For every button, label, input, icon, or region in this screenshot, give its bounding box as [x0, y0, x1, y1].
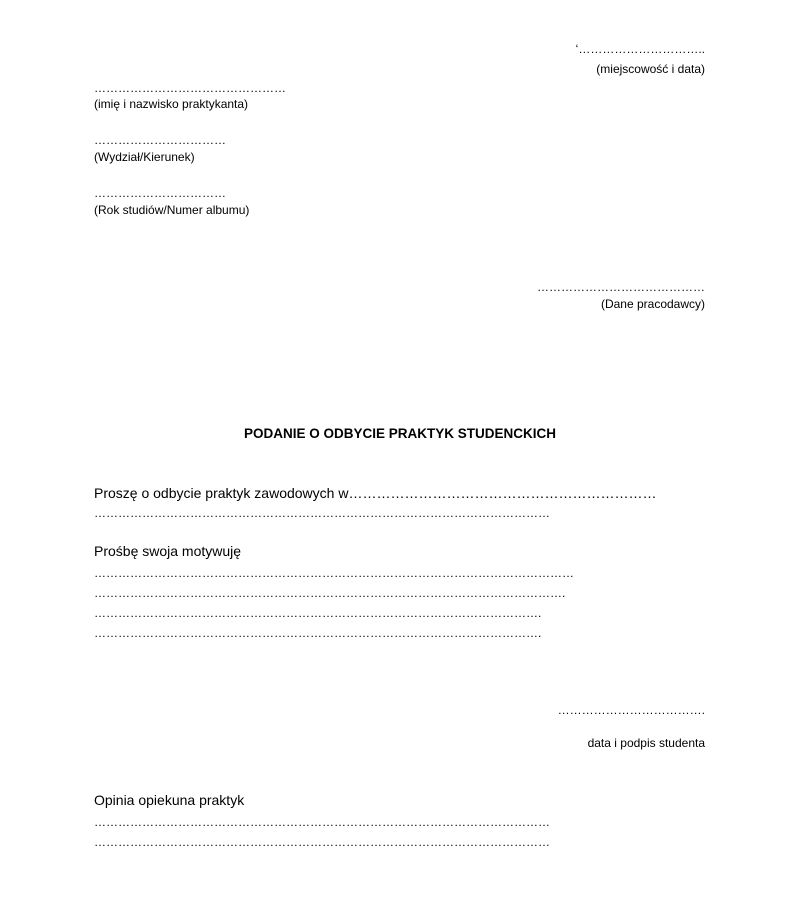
opinion-label: Opinia opiekuna praktyk — [94, 792, 245, 808]
document-title: PODANIE O ODBYCIE PRAKTYK STUDENCKICH — [243, 426, 557, 441]
opinion-line[interactable]: …………………………………………………………………………………………………… — [94, 815, 550, 829]
faculty-field[interactable]: …………………………… — [94, 133, 226, 147]
motivation-label: Prośbę swoja motywuję — [94, 543, 242, 559]
request-line-2[interactable]: …………………………………………………………………………………………………… — [94, 506, 550, 520]
student-name-field[interactable]: ………………………………………… — [94, 81, 286, 95]
year-album-label: (Rok studiów/Numer albumu) — [94, 203, 250, 217]
year-album-field[interactable]: …………………………… — [94, 186, 226, 200]
employer-label: (Dane pracodawcy) — [600, 297, 705, 311]
place-date-label: (miejscowość i data) — [596, 62, 705, 76]
opinion-line[interactable]: …………………………………………………………………………………………………… — [94, 835, 550, 849]
signature-field[interactable]: ………………………………. — [557, 703, 705, 717]
signature-label: data i podpis studenta — [587, 736, 705, 750]
place-date-field[interactable]: ‘………………………….. — [575, 42, 705, 56]
faculty-label: (Wydział/Kierunek) — [94, 150, 195, 164]
request-text: Proszę o odbycie praktyk zawodowych w………………………………………………………… — [94, 485, 657, 501]
motivation-line[interactable]: ………………………………………………………………………………………………………… — [94, 566, 574, 580]
motivation-line[interactable]: …………………………………………………………………………………………………. — [94, 606, 542, 620]
motivation-line[interactable]: ………………………………………………………………………………………………………. — [94, 586, 566, 600]
employer-field[interactable]: …………………………………… — [537, 280, 705, 294]
motivation-line[interactable]: …………………………………………………………………………………………………. — [94, 626, 542, 640]
student-name-label: (imię i nazwisko praktykanta) — [94, 97, 249, 111]
